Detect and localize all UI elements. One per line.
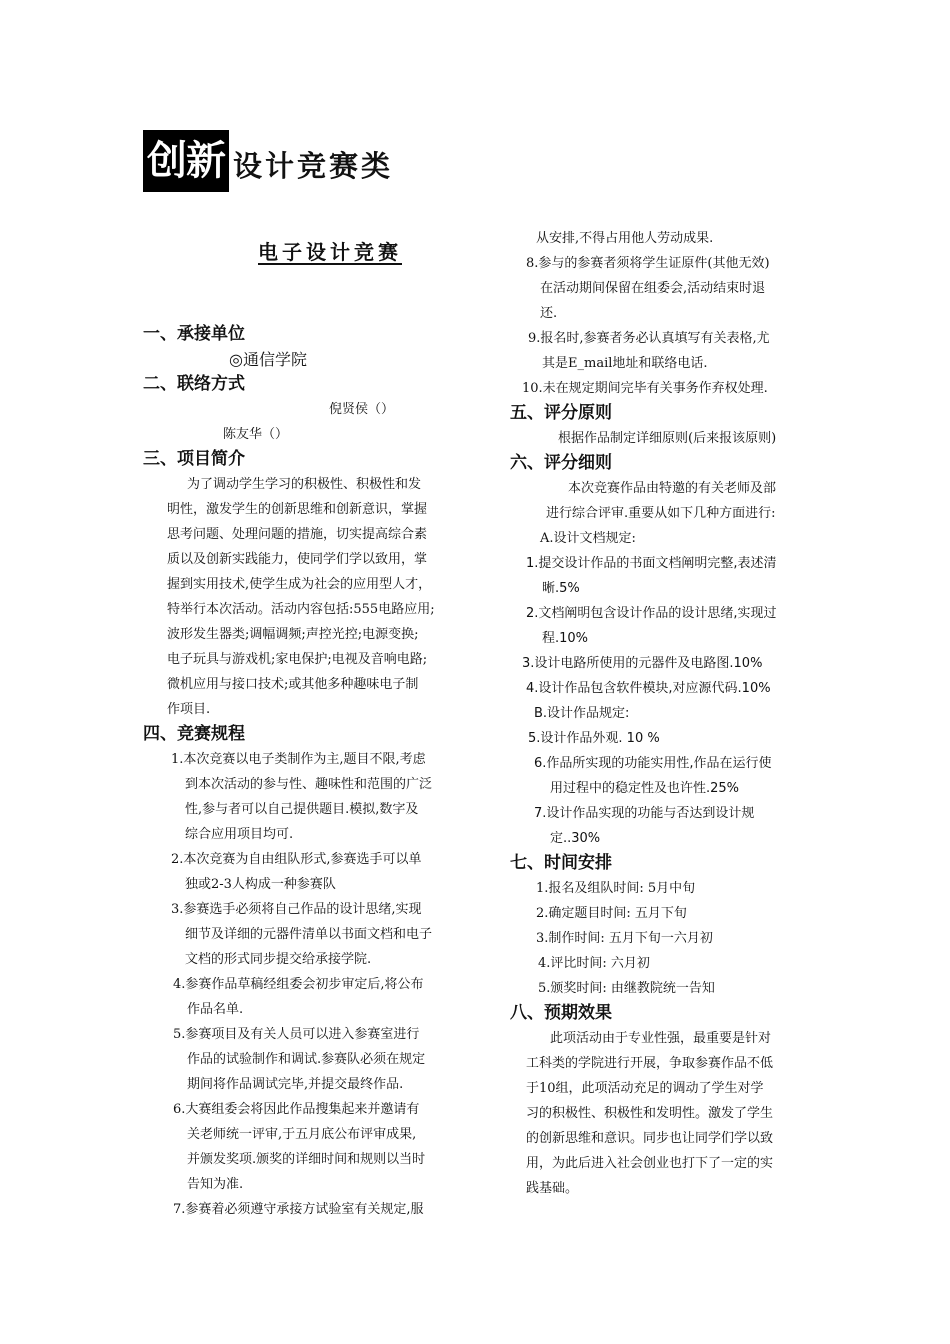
section-heading-4: 四、竞赛规程: [143, 724, 245, 744]
scoring-intro: 本次竞赛作品由特邀的有关老师及部: [568, 481, 777, 496]
rule-line: 其是E_mail地址和联络电话.: [542, 356, 708, 371]
title-rest: 设计竞赛类: [233, 149, 394, 183]
rule-line: 3.参赛选手必须将自己作品的设计思绪,实现: [171, 902, 422, 917]
section-heading-5: 五、评分原则: [510, 403, 612, 423]
rule-line: 7.参赛着必须遵守承接方试验室有关规定,服: [173, 1202, 424, 1217]
rule-line: 9.报名时,参赛者务必认真填写有关表格,尤: [528, 331, 770, 346]
scoring-intro: 进行综合评审.重要从如下几种方面进行:: [546, 506, 776, 521]
section-heading-3: 三、项目简介: [143, 449, 245, 469]
contact-1: 倪贤侯（）: [329, 402, 395, 417]
rule-line: 告知为准.: [187, 1177, 244, 1192]
intro-line: 思考问题、处理问题的措施，切实提高综合素: [167, 527, 428, 542]
scoring-item: 用过程中的稳定性及也许性.25%: [550, 781, 740, 796]
rule-line: 从安排,不得占用他人劳动成果.: [536, 231, 714, 246]
effect-line: 习的积极性、积极性和发明性。激发了学生: [526, 1106, 774, 1121]
intro-line: 波形发生器类;调幅调频;声控光控;电源变换;: [167, 627, 419, 642]
schedule-item: 5.颁奖时间: 由继教院统一告知: [538, 981, 715, 996]
scoring-item: 3.设计电路所使用的元器件及电路图.10%: [522, 656, 763, 671]
section-heading-6: 六、评分细则: [510, 453, 612, 473]
section-heading-7: 七、时间安排: [510, 853, 612, 873]
rule-line: 5.参赛项目及有关人员可以进入参赛室进行: [173, 1027, 420, 1042]
section-heading-8: 八、预期效果: [510, 1003, 612, 1023]
rule-line: 独或2-3人构成一种参赛队: [185, 877, 336, 892]
effect-line: 此项活动由于专业性强，最重要是针对: [550, 1031, 772, 1046]
rule-line: 2.本次竞赛为自由组队形式,参赛选手可以单: [171, 852, 422, 867]
rule-line: 作品的试验制作和调试.参赛队必须在规定: [187, 1052, 426, 1067]
contact-2: 陈友华（）: [223, 427, 289, 442]
scoring-item: 5.设计作品外观. 10 %: [528, 731, 660, 746]
schedule-item: 1.报名及组队时间: 5月中旬: [536, 881, 696, 896]
effect-line: 的创新思维和意识。同步也让同学们学以致: [526, 1131, 774, 1146]
rule-line: 文档的形式同步提交给承接学院.: [185, 952, 372, 967]
rule-line: 综合应用项目均可.: [185, 827, 294, 842]
scoring-item: 7.设计作品实现的功能与否达到设计规: [534, 806, 755, 821]
intro-line: 作项目.: [167, 702, 211, 717]
scoring-item: 程.10%: [542, 631, 589, 646]
effect-line: 工科类的学院进行开展，争取参赛作品不低: [526, 1056, 774, 1071]
rule-line: 细节及详细的元器件清单以书面文档和电子: [185, 927, 433, 942]
host-unit: ◎通信学院: [229, 350, 307, 369]
scoring-sub-heading: B.设计作品规定:: [534, 706, 630, 721]
section-heading-1: 一、承接单位: [143, 324, 245, 344]
document-title: [143, 130, 393, 192]
rule-line: 并颁发奖项.颁奖的详细时间和规则以当时: [187, 1152, 426, 1167]
effect-line: 用，为此后进入社会创业也打下了一定的实: [526, 1156, 774, 1171]
scoring-item: 6.作品所实现的功能实用性,作品在运行使: [534, 756, 772, 771]
intro-line: 握到实用技术,使学生成为社会的应用型人才，: [167, 577, 432, 592]
rule-line: 性,参与者可以自己提供题目.模拟,数字及: [185, 802, 419, 817]
scoring-sub-heading: A.设计文档规定:: [540, 531, 636, 546]
title-highlight: 创新: [143, 130, 229, 192]
rule-line: 关老师统一评审,于五月底公布评审成果,: [187, 1127, 417, 1142]
rule-line: 到本次活动的参与性、趣味性和范围的广泛: [185, 777, 433, 792]
rule-line: 6.大赛组委会将因此作品搜集起来并邀请有: [173, 1102, 420, 1117]
intro-line: 电子玩具与游戏机;家电保护;电视及音响电路;: [167, 652, 428, 667]
rule-line: 4.参赛作品草稿经组委会初步审定后,将公布: [173, 977, 424, 992]
effect-line: 践基础。: [526, 1181, 579, 1196]
left-column: [143, 322, 473, 1222]
intro-line: 质以及创新实践能力，使同学们学以致用，掌: [167, 552, 428, 567]
schedule-item: 2.确定题目时间: 五月下旬: [536, 906, 687, 921]
rule-line: 在活动期间保留在组委会,活动结束时退: [540, 281, 766, 296]
section-heading-2: 二、联络方式: [143, 374, 245, 394]
scoring-item: 2.文档阐明包含设计作品的设计思绪,实现过: [526, 606, 777, 621]
right-column: [510, 226, 810, 1201]
scoring-principle: 根据作品制定详细原则(后来报该原则): [558, 431, 777, 446]
schedule-item: 4.评比时间: 六月初: [538, 956, 650, 971]
scoring-item: 1.提交设计作品的书面文档阐明完整,表述清: [526, 556, 777, 571]
intro-line: 明性，激发学生的创新思维和创新意识，掌握: [167, 502, 428, 517]
rule-line: 还.: [540, 306, 558, 321]
rule-line: 1.本次竞赛以电子类制作为主,题目不限,考虑: [171, 752, 426, 767]
rule-line: 10.未在规定期间完毕有关事务作弃权处理.: [522, 381, 768, 396]
scoring-item: 晰.5%: [542, 581, 580, 596]
rule-line: 8.参与的参赛者须将学生证原件(其他无效): [526, 256, 770, 271]
intro-line: 特举行本次活动。活动内容包括:555电路应用;: [167, 602, 435, 617]
effect-line: 于10组，此项活动充足的调动了学生对学: [526, 1081, 764, 1096]
intro-line: 微机应用与接口技术;或其他多种趣味电子制: [167, 677, 419, 692]
schedule-item: 3.制作时间: 五月下旬一六月初: [536, 931, 713, 946]
rule-line: 作品名单.: [187, 1002, 244, 1017]
scoring-item: 4.设计作品包含软件模块,对应源代码.10%: [526, 681, 771, 696]
rule-line: 期间将作品调试完毕,并提交最终作品.: [187, 1077, 404, 1092]
subtitle: 电子设计竞赛: [258, 240, 402, 264]
scoring-item: 定..30%: [550, 831, 601, 846]
intro-line: 为了调动学生学习的积极性、积极性和发: [187, 477, 422, 492]
